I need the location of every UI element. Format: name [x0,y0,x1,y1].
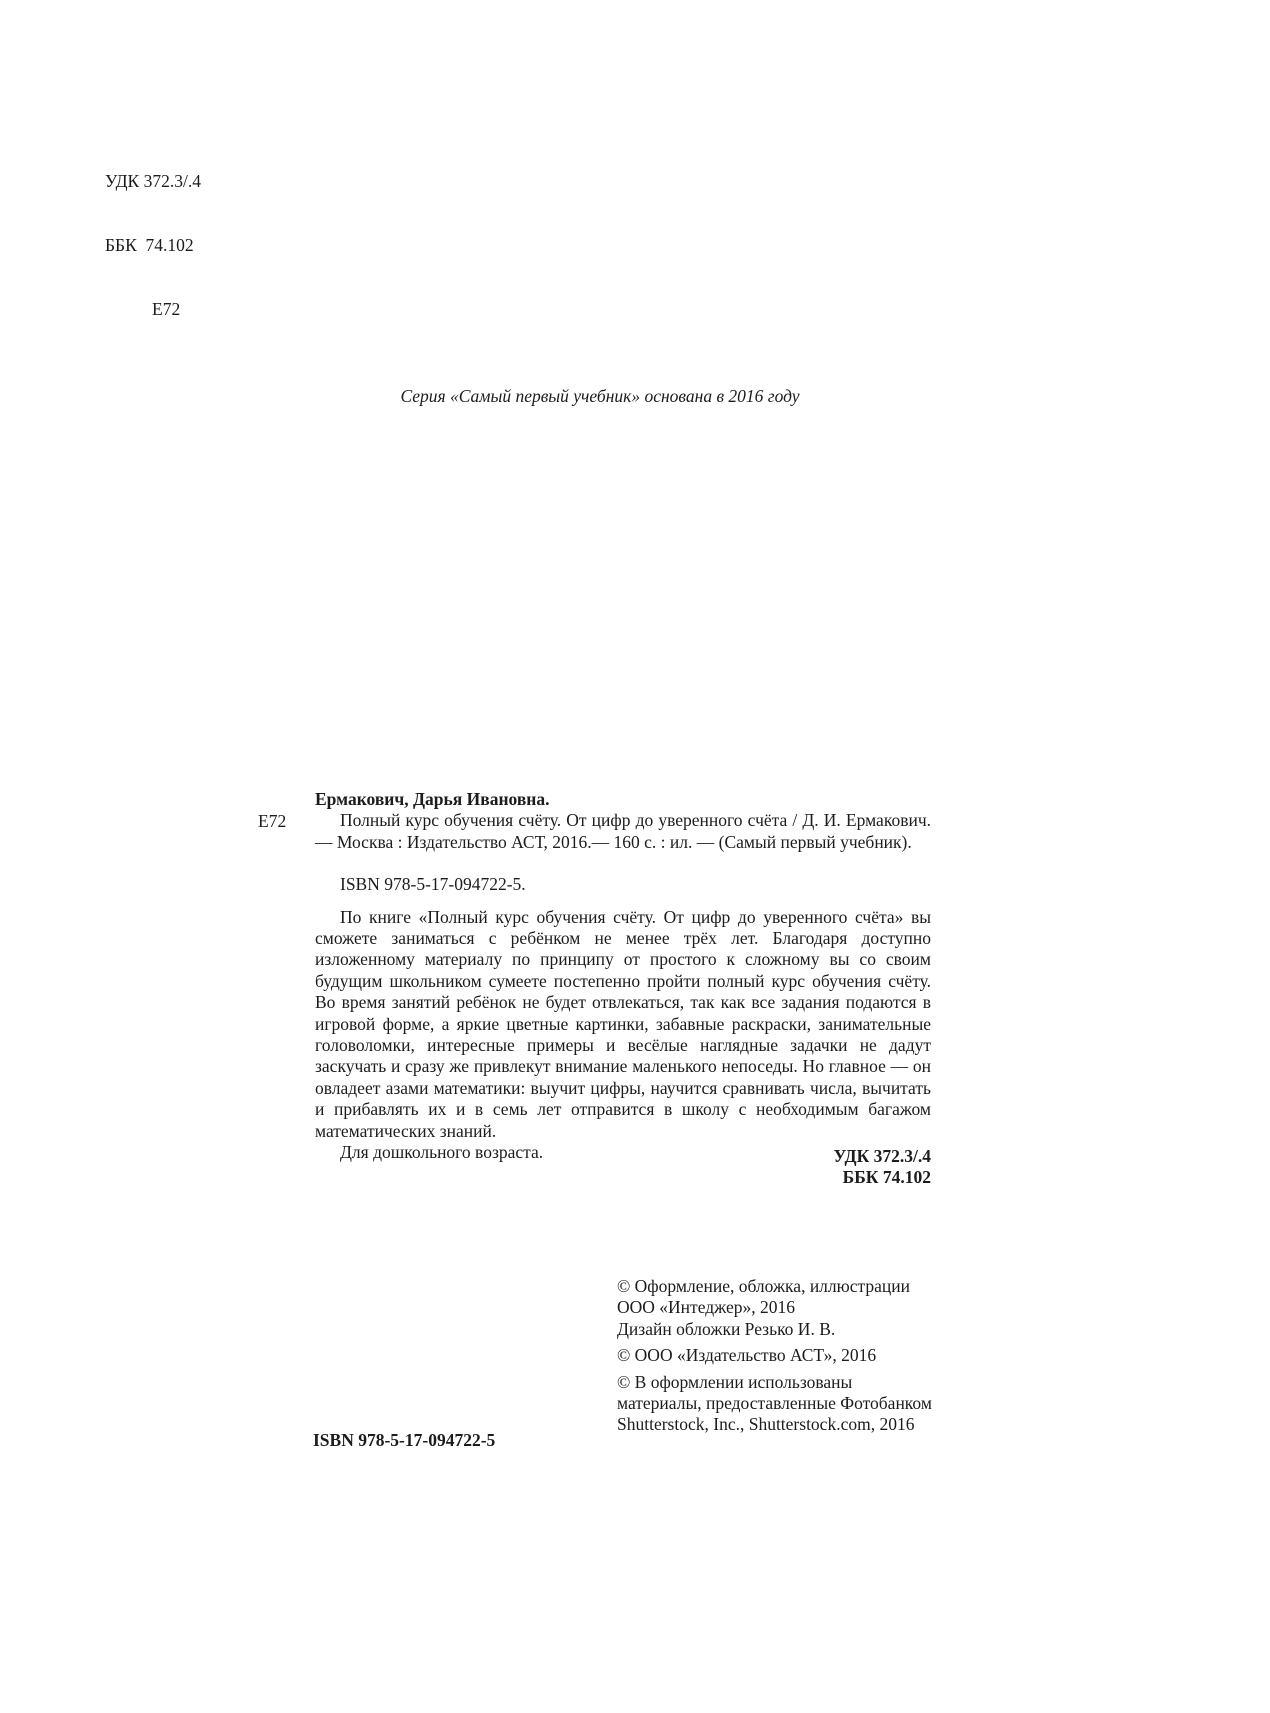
annotation-text: По книге «Полный курс обучения счёту. От цифр до уверенного счёта» вы сможете заниматься с ребёнком не менее трёх лет. Благодаря доступно изложенному материалу по принципу от простого к сложному вы со своим будущим школьником сумеете постепенно пройти полный курс обучения счёту. Во время занятий ребёнок не будет отвлекаться, так как все задания подаются в игровой форме, а яркие цветные картинки, забавные раскраски, занимательные головоломки, интересные примеры и весёлые наглядные задачки не дадут заскучать и сразу же привлекут внимание маленького непоседы. Но главное — он овладеет азами математики: выучит цифры, научится сравнивать числа, вычитать и прибавлять их и в семь лет отправится в школу с необходимым багажом математических знаний. [315,906,931,1141]
bib-margin-code: Е72 [258,811,287,831]
classification-codes-right [315,1146,931,1189]
copyright-line: Дизайн обложки Резько И. В. [617,1318,836,1339]
copyright-line: ООО «Интеджер», 2016 [617,1297,796,1318]
bottom-isbn: ISBN 978-5-17-094722-5 [313,1430,496,1450]
copyright-line: © ООО «Издательство АСТ», 2016 [617,1345,877,1366]
bib-author: Ермакович, Дарья Ивановна. [315,789,550,809]
copyright-block [617,1276,957,1436]
udk-code-right: УДК 372.3/.4 [833,1146,931,1166]
udk-code: УДК 372.3/.4 [105,170,201,191]
author-sign-code: Е72 [152,299,181,320]
series-note: Серия «Самый первый учебник» основана в 2016 году [400,386,800,406]
bbk-code-right: ББК 74.102 [842,1167,931,1188]
copyright-line: © В оформлении использованы [617,1371,853,1392]
bibliographic-block [315,789,931,1164]
isbn-line: ISBN 978-5-17-094722-5. [340,874,526,895]
bbk-code: ББК 74.102 [105,235,194,256]
copyright-line: Shutterstock, Inc., Shutterstock.com, 2016 [617,1414,915,1435]
audience-note: Для дошкольного возраста. [340,1142,544,1163]
copyright-line: материалы, предоставленные Фотобанком [617,1393,932,1414]
copyright-line: © Оформление, обложка, иллюстрации [617,1276,910,1296]
classification-codes [105,128,201,363]
bib-entry: Полный курс обучения счёту. От цифр до уверенного счёта / Д. И. Ермакович. — Москва : Издательство АСТ, 2016.— 160 с. : ил. — (Самый первый учебник). [315,810,931,852]
